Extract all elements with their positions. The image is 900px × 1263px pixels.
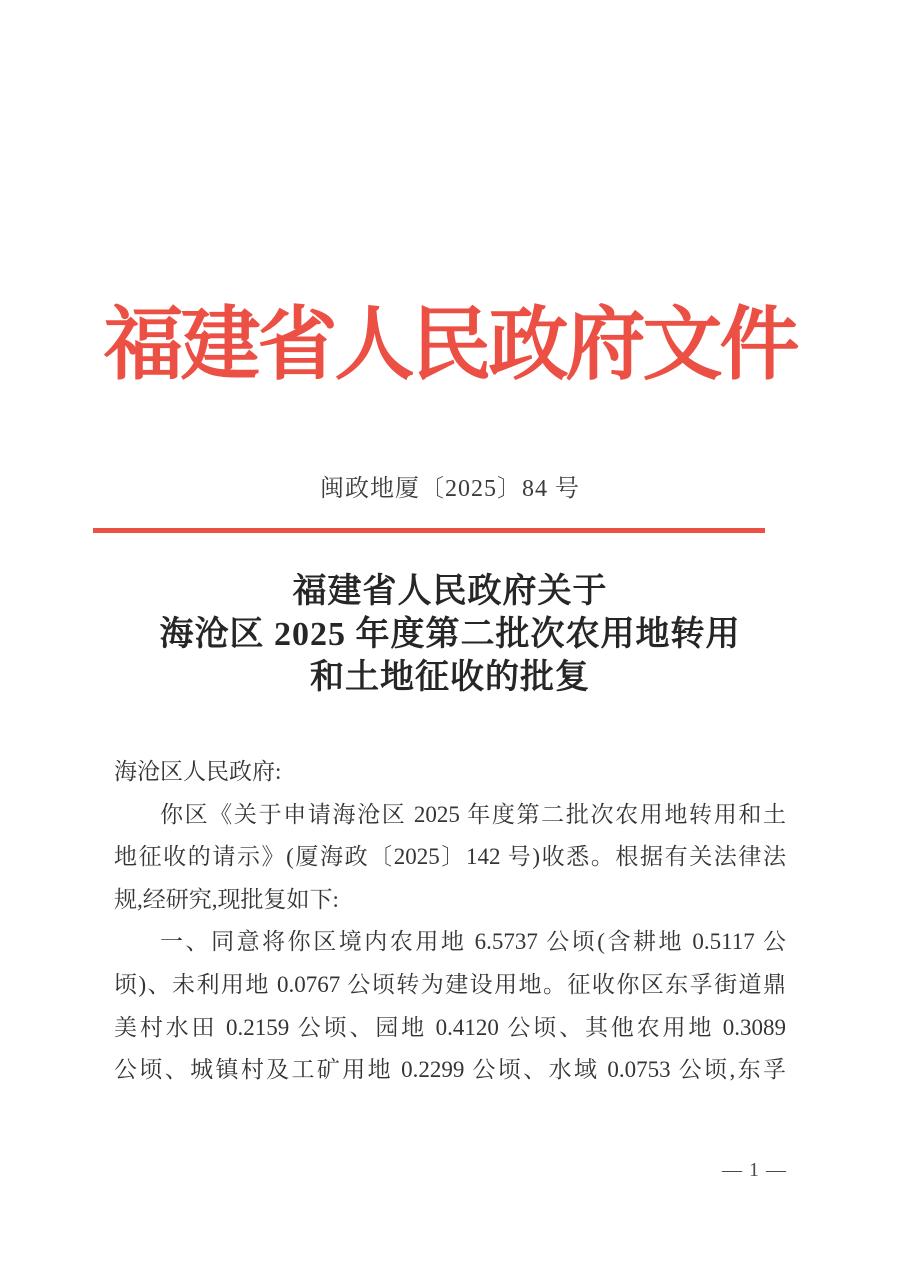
document-title [0, 570, 900, 699]
document-number: 闽政地厦〔2025〕84 号 [320, 476, 580, 502]
page-number: — 1 — [722, 1159, 787, 1181]
body-salutation-line: 海沧区人民政府: [114, 759, 282, 784]
document-title-line: 福建省人民政府关于 [292, 573, 608, 610]
body-text-line: 美村水田 0.2159 公顷、园地 0.4120 公顷、其他农用地 0.3089 [114, 1014, 786, 1040]
body-text-line: 你区《关于申请海沧区 2025 年度第二批次农用地转用和土 [160, 801, 786, 827]
document-body [114, 751, 786, 1092]
document-title-line: 和土地征收的批复 [310, 659, 590, 696]
body-text-line: 顷)、未利用地 0.0767 公顷转为建设用地。征收你区东孚街道鼎 [114, 971, 786, 997]
body-text-line: 一、同意将你区境内农用地 6.5737 公顷(含耕地 0.5117 公 [160, 929, 786, 955]
red-separator-line [93, 528, 765, 533]
body-text-line: 地征收的请示》(厦海政〔2025〕142 号)收悉。根据有关法律法 [114, 844, 786, 870]
document-header-title: 福建省人民政府文件 [103, 302, 797, 390]
document-title-line: 海沧区 2025 年度第二批次农用地转用 [159, 616, 741, 653]
body-text-line: 公顷、城镇村及工矿用地 0.2299 公顷、水域 0.0753 公顷,东孚 [114, 1057, 786, 1083]
body-text-line: 规,经研究,现批复如下: [114, 886, 339, 912]
